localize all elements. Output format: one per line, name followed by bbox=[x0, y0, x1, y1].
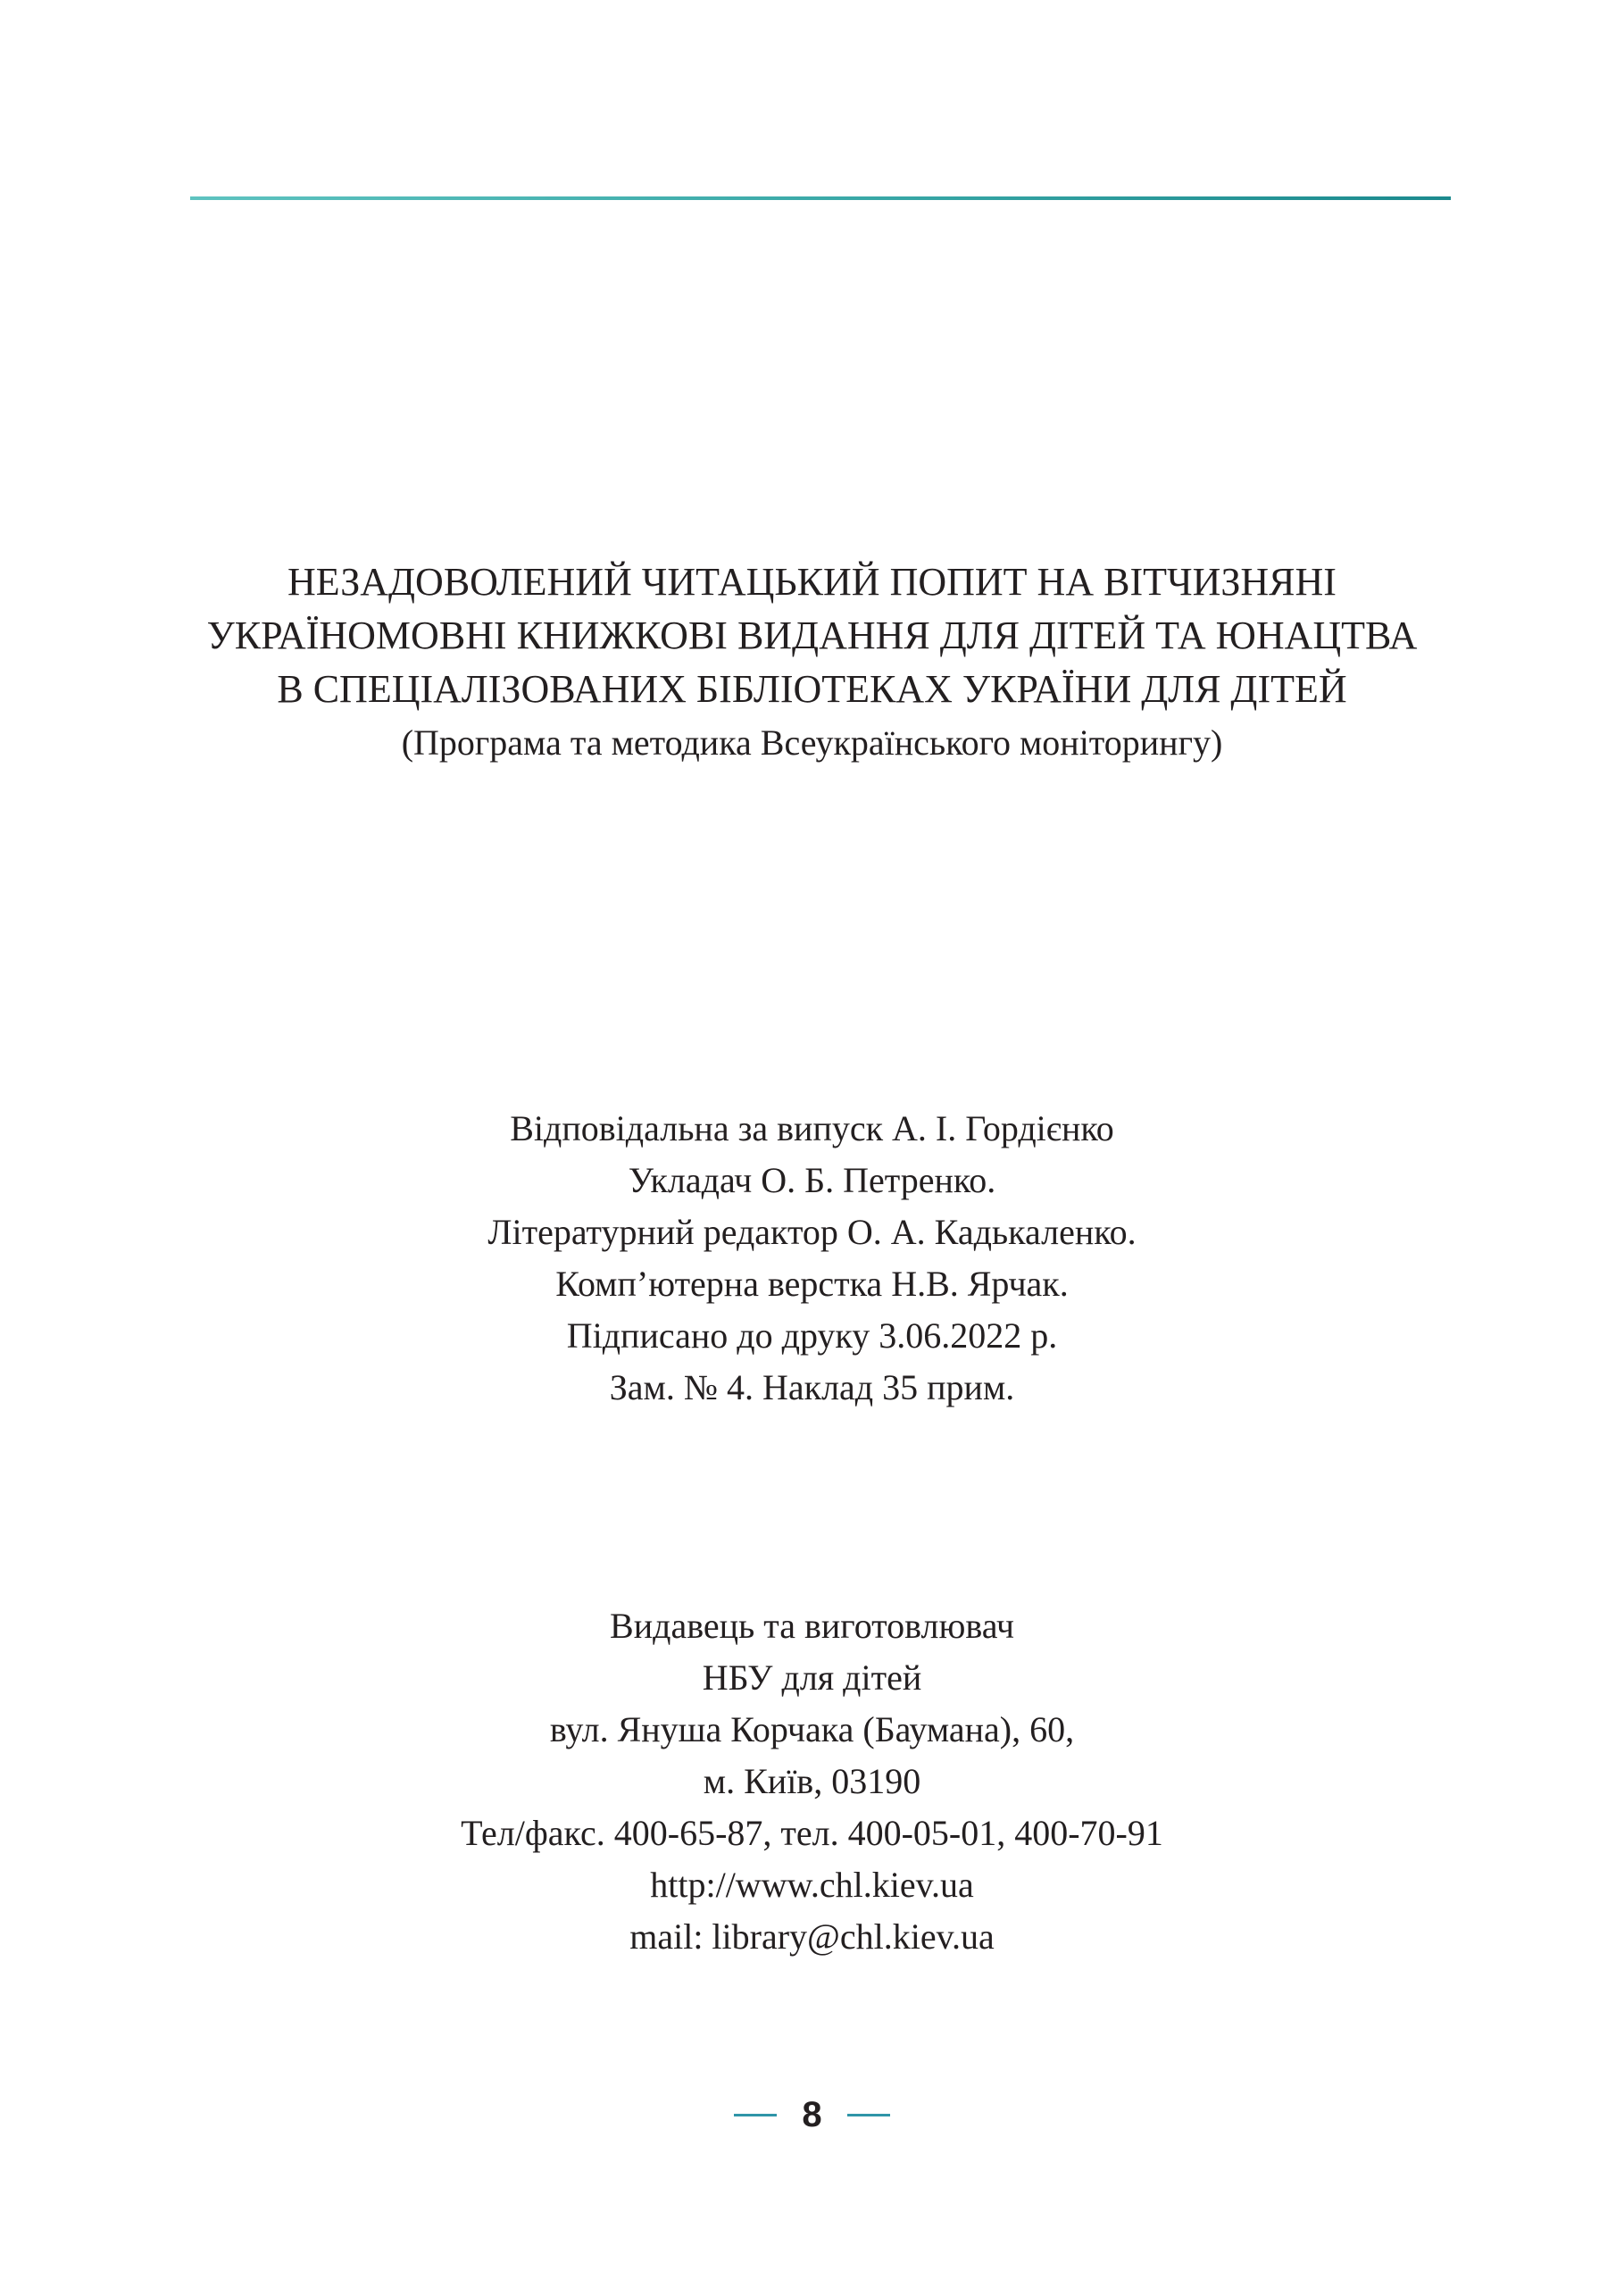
publisher-block bbox=[0, 1600, 1624, 1963]
document-title bbox=[0, 555, 1624, 770]
document-subtitle: (Програма та методика Всеукраїнського моніторингу) bbox=[401, 722, 1223, 763]
title-line-3: В СПЕЦІАЛІЗОВАНИХ БІБЛІОТЕКАХ УКРАЇНИ ДЛЯ ДІТЕЙ bbox=[277, 667, 1347, 711]
credit-responsible: Відповідальна за випуск А. І. Гордієнко bbox=[510, 1108, 1114, 1148]
publisher-street: вул. Януша Корчака (Баумана), 60, bbox=[549, 1709, 1075, 1749]
credit-compiler: Укладач О. Б. Петренко. bbox=[628, 1160, 996, 1200]
publisher-city: м. Київ, 03190 bbox=[703, 1761, 921, 1801]
credit-signed-to-print: Підписано до друку 3.06.2022 р. bbox=[566, 1315, 1058, 1356]
credit-literary-editor: Літературний редактор О. А. Кадькаленко. bbox=[487, 1212, 1137, 1252]
credit-layout: Комп’ютерна верстка Н.В. Ярчак. bbox=[555, 1264, 1069, 1304]
publisher-name: НБУ для дітей bbox=[702, 1657, 922, 1698]
title-line-2: УКРАЇНОМОВНІ КНИЖКОВІ ВИДАННЯ ДЛЯ ДІТЕЙ ТА ЮНАЦТВА bbox=[206, 614, 1418, 657]
title-line-1: НЕЗАДОВОЛЕНИЙ ЧИТАЦЬКИЙ ПОПИТ НА ВІТЧИЗНЯНІ bbox=[287, 560, 1337, 604]
page-number-left-dash bbox=[734, 2114, 777, 2116]
top-decorative-rule bbox=[190, 196, 1451, 200]
page-number-right-dash bbox=[847, 2114, 890, 2116]
publisher-heading: Видавець та виготовлювач bbox=[610, 1606, 1014, 1646]
credits-block bbox=[0, 1103, 1624, 1414]
credit-order-circulation: Зам. № 4. Наклад 35 прим. bbox=[609, 1367, 1015, 1407]
publisher-website: http://www.chl.kiev.ua bbox=[650, 1865, 974, 1905]
publisher-email: mail: library@chl.kiev.ua bbox=[629, 1916, 995, 1957]
page-number: 8 bbox=[802, 2094, 822, 2134]
publisher-phones: Тел/факс. 400-65-87, тел. 400-05-01, 400-70-91 bbox=[461, 1813, 1163, 1853]
page-footer bbox=[0, 2090, 1624, 2140]
